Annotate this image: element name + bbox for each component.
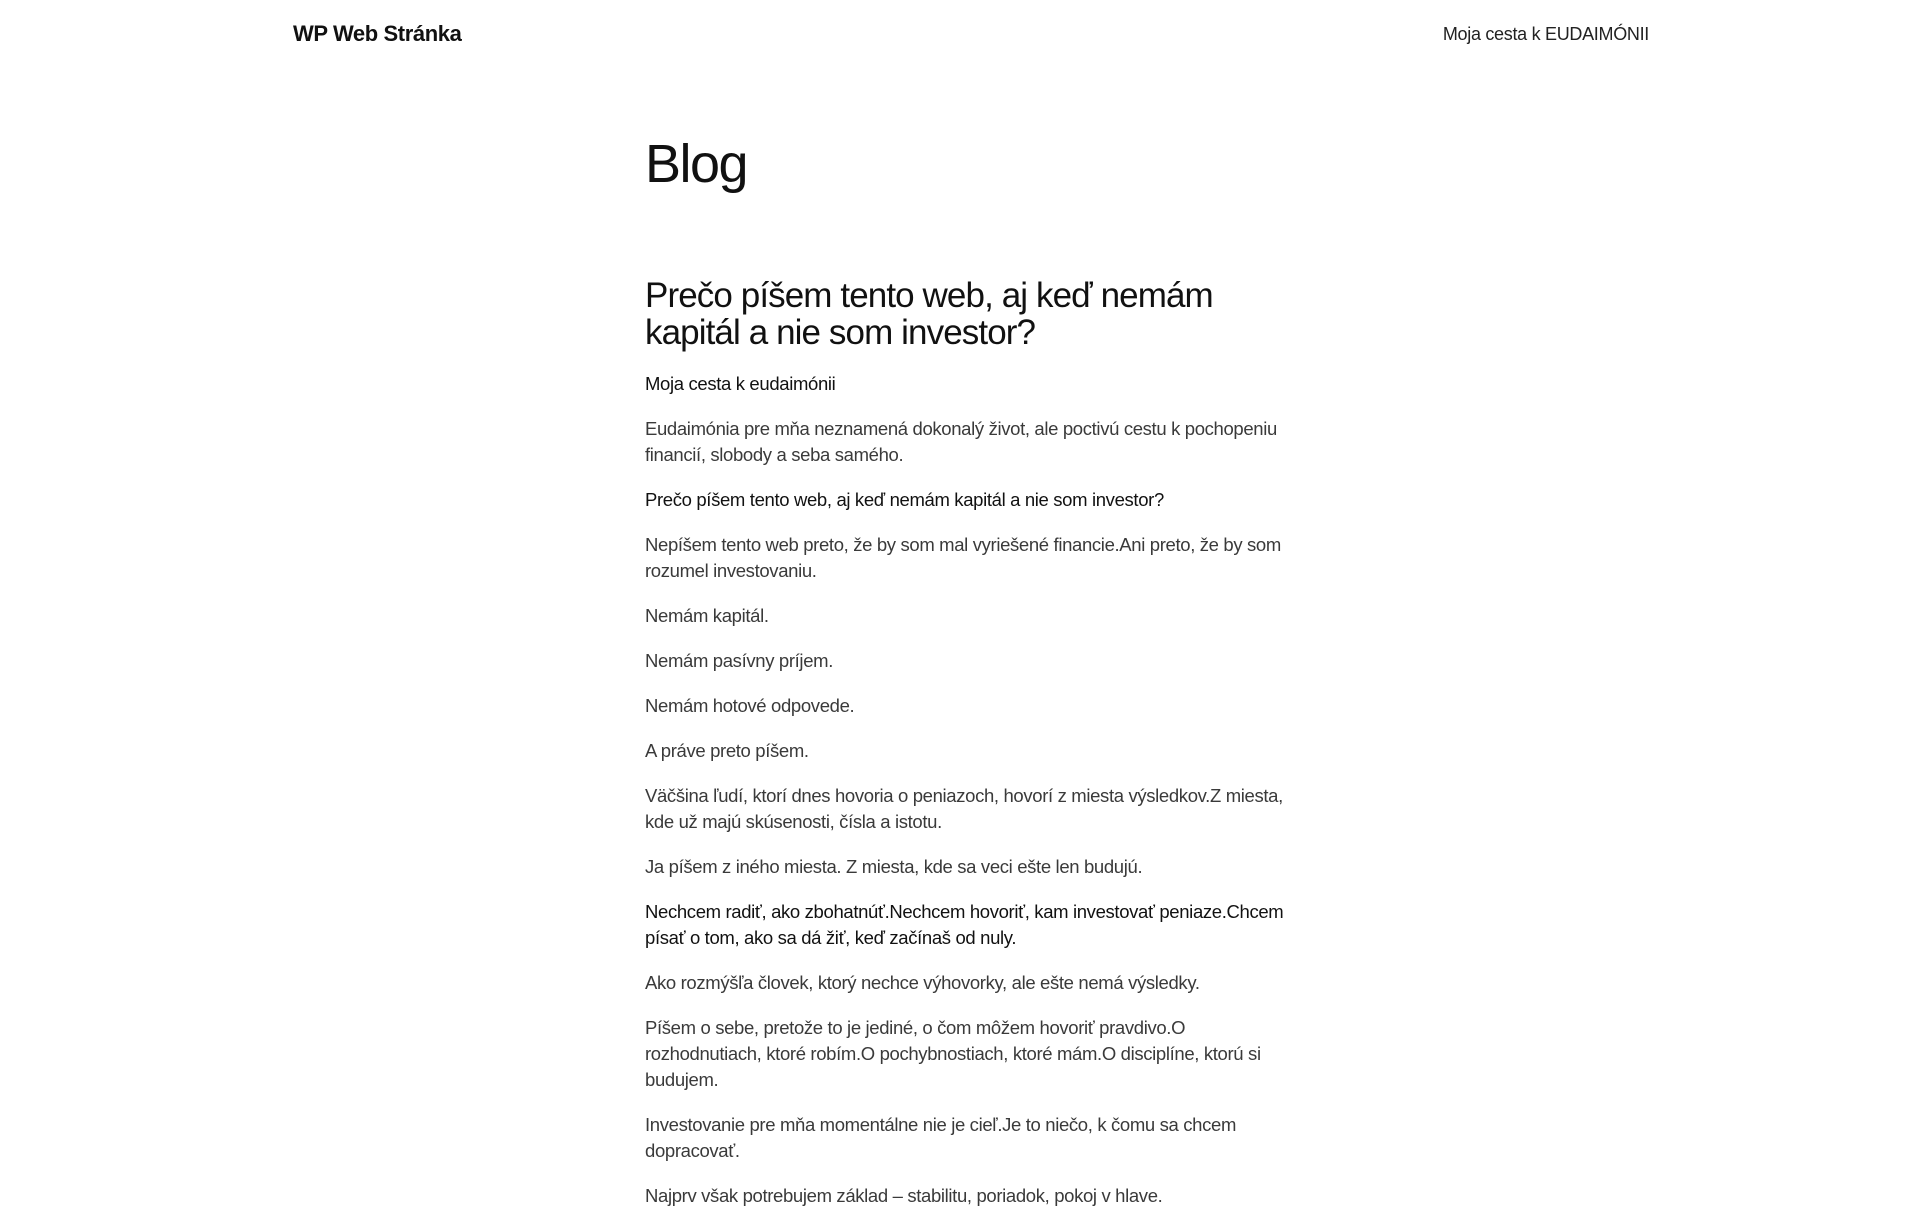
site-header <box>0 0 1920 70</box>
post-paragraph: Nemám pasívny príjem. <box>645 650 833 672</box>
post-paragraph: A práve preto píšem. <box>645 740 809 762</box>
page-title: Blog <box>645 134 748 194</box>
post-paragraph: Píšem o sebe, pretože to je jediné, o čom môžem hovoriť pravdivo.O rozhodnutiach, ktoré robím.O pochybnostiach, ktoré mám.O disciplíne, ktorú si budujem. <box>645 1017 1261 1091</box>
post-paragraph: Investovanie pre mňa momentálne nie je cieľ.Je to niečo, k čomu sa chcem dopracovať. <box>645 1114 1237 1162</box>
post-content <box>645 371 1285 1209</box>
site-title-link[interactable]: WP Web Stránka <box>293 21 462 46</box>
post-paragraph: Nechcem radiť, ako zbohatnúť.Nechcem hovoriť, kam investovať peniaze.Chcem písať o tom, ako sa dá žiť, keď začínaš od nuly. <box>645 901 1284 949</box>
post-paragraph: Nemám kapitál. <box>645 605 769 627</box>
post-paragraph: Prečo píšem tento web, aj keď nemám kapitál a nie som investor? <box>645 489 1164 511</box>
post-paragraph: Nemám hotové odpovede. <box>645 695 855 717</box>
main-content <box>645 135 1285 1228</box>
post-paragraph: Ako rozmýšľa človek, ktorý nechce výhovorky, ale ešte nemá výsledky. <box>645 972 1200 994</box>
post-paragraph: Väčšina ľudí, ktorí dnes hovoria o peniazoch, hovorí z miesta výsledkov.Z miesta, kde už majú skúsenosti, čísla a istotu. <box>645 785 1283 833</box>
post-paragraph: Moja cesta k eudaimónii <box>645 373 836 395</box>
post-paragraph: Nepíšem tento web preto, že by som mal vyriešené financie.Ani preto, že by som rozumel investovaniu. <box>645 534 1281 582</box>
blog-post <box>645 277 1285 1209</box>
post-paragraph: Najprv však potrebujem základ – stabilitu, poriadok, pokoj v hlave. <box>645 1185 1163 1207</box>
nav-item-moja-cesta[interactable]: Moja cesta k EUDAIMÓNII <box>1442 24 1649 44</box>
post-paragraph: Eudaimónia pre mňa neznamená dokonalý život, ale poctivú cestu k pochopeniu financií, slobody a seba samého. <box>645 418 1277 466</box>
post-title-link[interactable]: Prečo píšem tento web, aj keď nemám kapitál a nie som investor? <box>645 276 1213 353</box>
post-paragraph: Ja píšem z iného miesta. Z miesta, kde sa veci ešte len budujú. <box>645 856 1143 878</box>
